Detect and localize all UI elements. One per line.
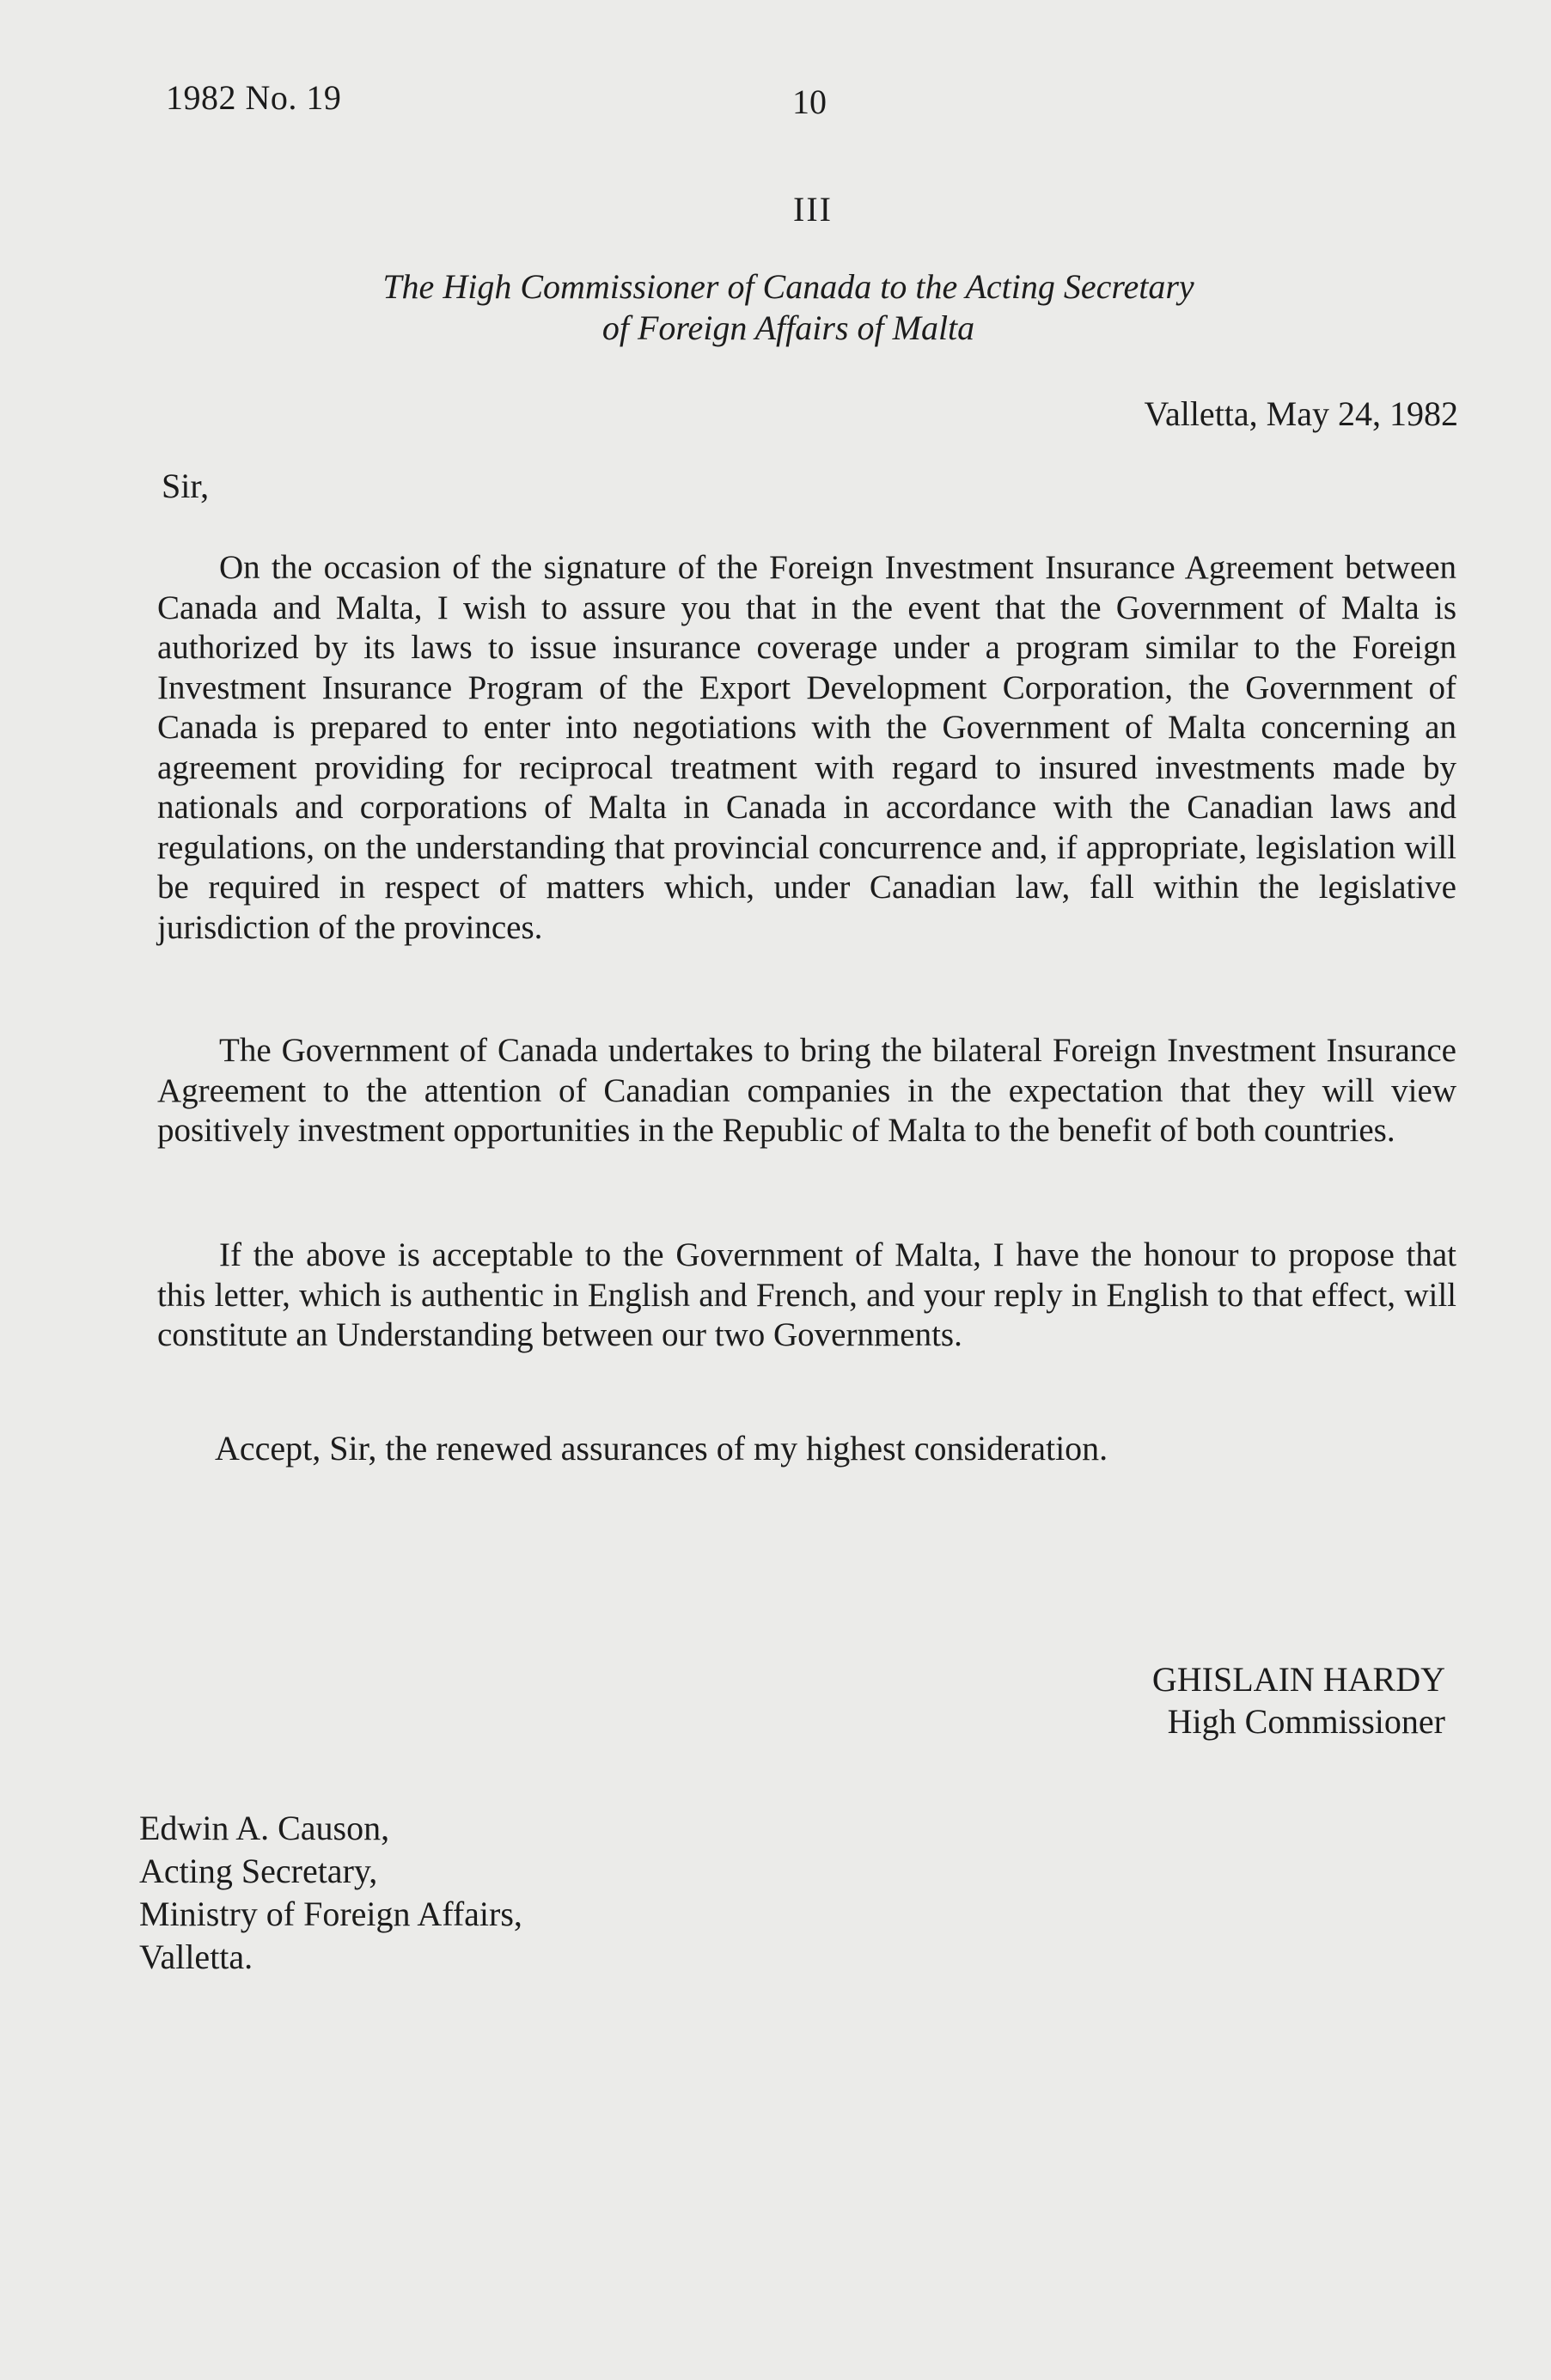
section-numeral: III: [793, 190, 833, 229]
dateline: Valletta, May 24, 1982: [1144, 394, 1458, 433]
addressee-line-1: Edwin A. Causon,: [139, 1809, 390, 1847]
running-head: 1982 No. 19: [166, 78, 342, 117]
addressee-line-4: Valletta.: [139, 1938, 253, 1976]
signatory-name: GHISLAIN HARDY: [1151, 1660, 1445, 1699]
addressee-line-2: Acting Secretary,: [139, 1852, 378, 1890]
addressee-block: [139, 1807, 522, 1979]
body-paragraph-1: On the occasion of the signature of the Foreign Investment Insurance Agreement between Canada and Malta, I wish to assure you that in the event that the Government of Malta is authorized by its laws to issue insurance coverage under a program similar to the Foreign Investment Insurance Program of the Export Development Corporation, the Government of Canada is prepared to enter into negotiations with the Government of Malta concerning an agreement providing for reciprocal treatment with regard to insured investments made by nationals and corporations of Malta in Canada in accordance with the Canadian laws and regulations, on the understanding that provincial concurrence and, if appropriate, legislation will be required in respect of matters which, under Canadian law, fall within the legislative jurisdiction of the provinces.: [157, 549, 1456, 946]
letter-heading-line-1: The High Commissioner of Canada to the Acting Secretary: [382, 267, 1194, 306]
body-paragraph-2: The Government of Canada undertakes to bring the bilateral Foreign Investment Insurance Agreement to the attention of Canadian companies in the expectation that they will view positively investment opportunities in the Republic of Malta to the benefit of both countries.: [157, 1032, 1456, 1149]
letter-heading-line-2: of Foreign Affairs of Malta: [601, 308, 975, 347]
signatory-title: High Commissioner: [1167, 1702, 1445, 1741]
salutation: Sir,: [162, 467, 210, 505]
addressee-line-3: Ministry of Foreign Affairs,: [139, 1895, 522, 1933]
signature-block: [1152, 1658, 1445, 1742]
body-paragraph-3: If the above is acceptable to the Government of Malta, I have the honour to propose that this letter, which is authentic in English and French, and your reply in English to that effect, will constitute an Understanding between our two Governments.: [157, 1236, 1456, 1353]
page-number: 10: [792, 82, 827, 121]
letter-heading: [284, 266, 1293, 349]
closing-line: Accept, Sir, the renewed assurances of my highest consideration.: [215, 1429, 1108, 1468]
